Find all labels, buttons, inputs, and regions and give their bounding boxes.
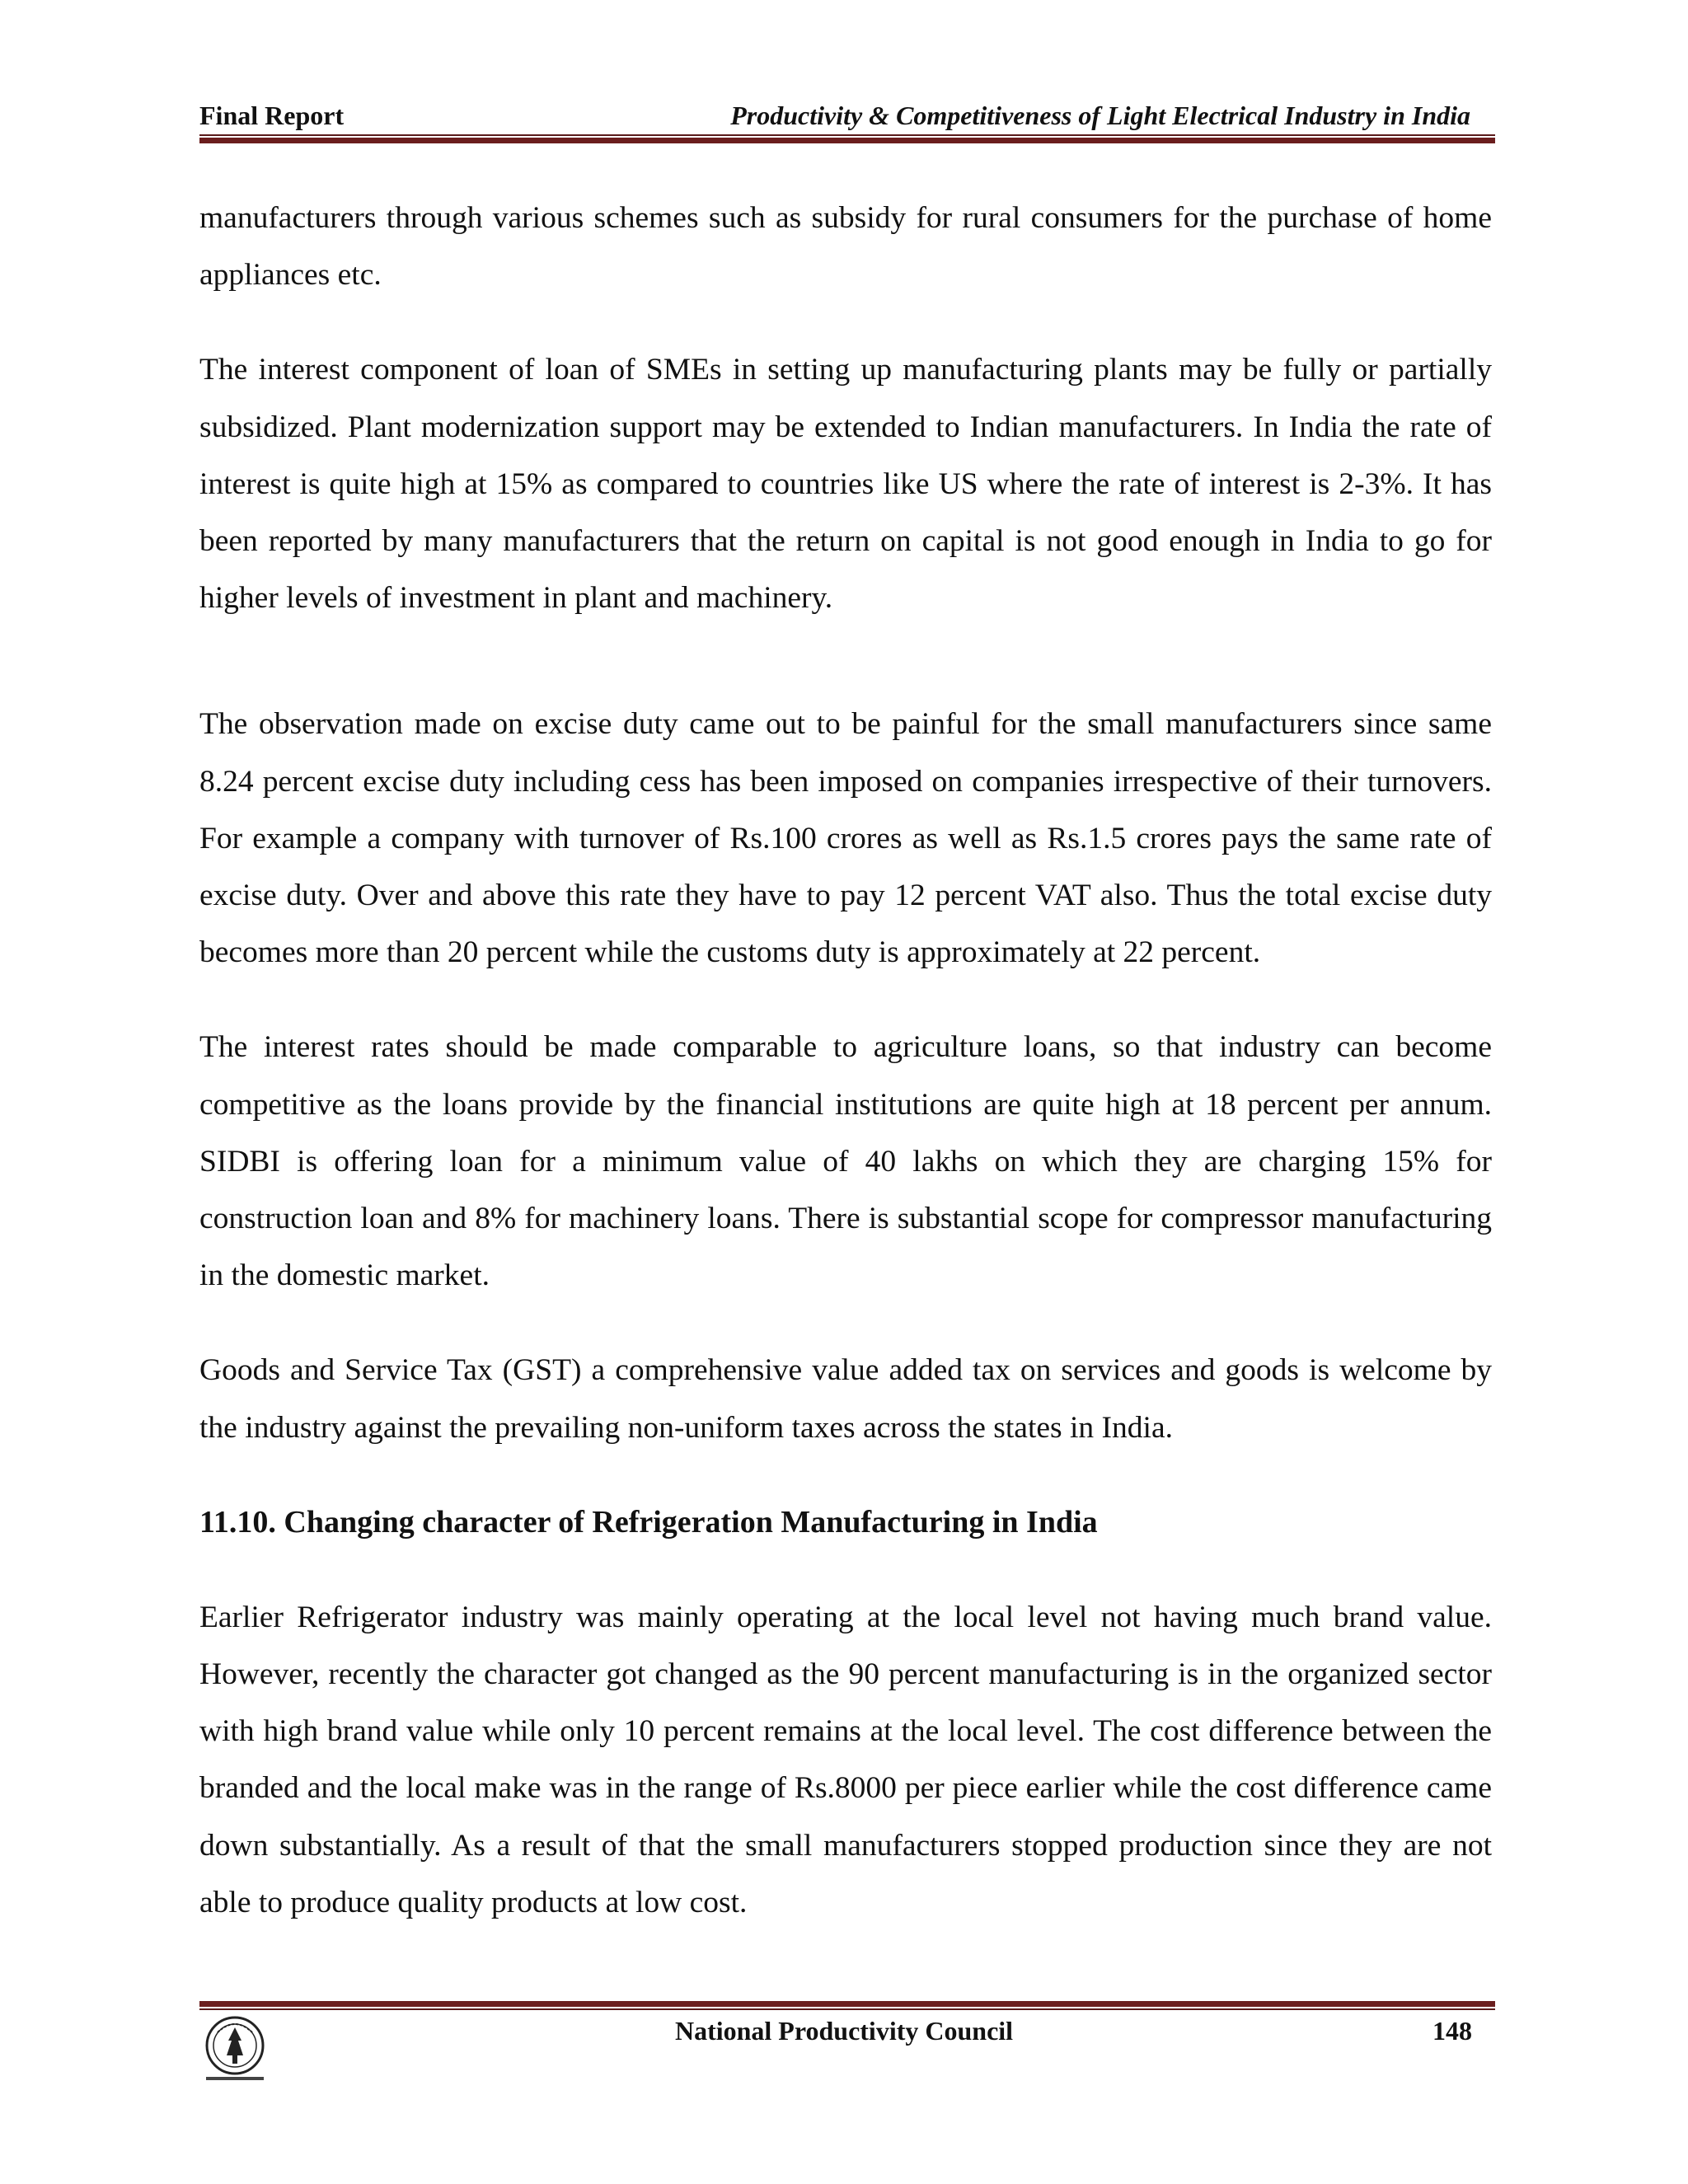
page-body: [199, 190, 1492, 1931]
paragraph-4: The interest rates should be made comparable to agriculture loans, so that industry can become competitive as the loans provide by the financial institutions are quite high at 18 percent per annum. SIDBI is offering loan for a minimum value of 40 lakhs on which they are charging 15% for construction loan and 8% for machinery loans. There is substantial scope for compressor manufacturing in the domestic market.: [199, 1030, 1492, 1293]
report-label: Final Report: [199, 101, 345, 130]
header-rule-thin: [199, 134, 1495, 136]
page-header: [199, 97, 1495, 134]
section-heading: 11.10. Changing character of Refrigeration Manufacturing in India: [199, 1504, 1098, 1540]
paragraph-6: Earlier Refrigerator industry was mainly operating at the local level not having much brand value. However, recently the character got changed as the 90 percent manufacturing is in the organized sector with high brand value while only 10 percent remains at the local level. The cost difference between the branded and the local make was in the range of Rs.8000 per piece earlier while the cost difference came down substantially. As a result of that the small manufacturers stopped production since they are not able to produce quality products at low cost.: [199, 1600, 1492, 1919]
footer-rule-thick: [199, 2001, 1495, 2007]
paragraph-5: Goods and Service Tax (GST) a comprehensive value added tax on services and goods is welcome by the industry against the prevailing non-uniform taxes across the states in India.: [199, 1353, 1492, 1445]
footer-organization: National Productivity Council: [674, 2016, 1014, 2046]
paragraph-2: The interest component of loan of SMEs in setting up manufacturing plants may be fully or partially subsidized. Plant modernization support may be extended to Indian manufacturers. In India the rate of interest is quite high at 15% as compared to countries like US where the rate of interest is 2-3%. It has been reported by many manufacturers that the return on capital is not good enough in India to go for higher levels of investment in plant and machinery.: [199, 353, 1492, 616]
header-rule-thick: [199, 138, 1495, 143]
paragraph-3: The observation made on excise duty came out to be painful for the small manufacturers since same 8.24 percent excise duty including cess has been imposed on companies irrespective of their turnovers. For example a company with turnover of Rs.100 crores as well as Rs.1.5 crores pays the same rate of excise duty. Over and above this rate they have to pay 12 percent VAT also. Thus the total excise duty becomes more than 20 percent while the customs duty is approximately at 22 percent.: [199, 707, 1492, 970]
footer-rule-thin: [199, 2008, 1495, 2010]
paragraph-1: manufacturers through various schemes such as subsidy for rural consumers for the purchase of home appliances etc.: [199, 201, 1492, 293]
page-number: 148: [1432, 2016, 1472, 2046]
report-title: Productivity & Competitiveness of Light Electrical Industry in India: [730, 101, 1470, 130]
